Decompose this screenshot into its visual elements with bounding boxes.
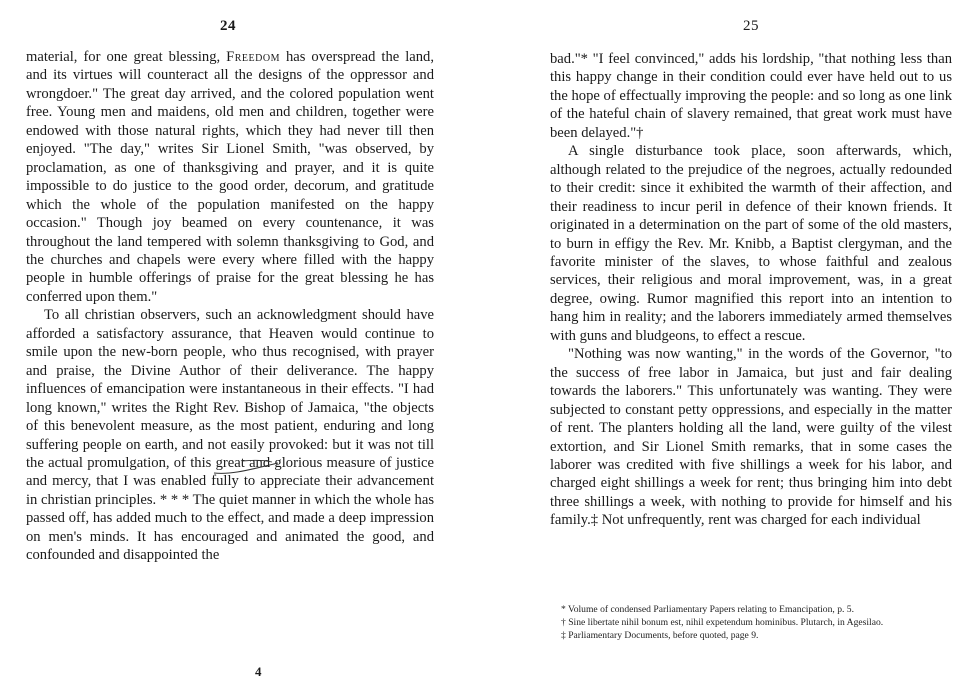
paragraph (550, 50, 952, 142)
small-caps-text: Freedom (226, 49, 280, 65)
text-run: "Nothing was now wanting," in the words of the Governor, "to the success of free labor in Jamaica, but just and fair dealing towards the laborers." This unfortunately was wanting. They were subjected to constant petty oppressions, and especially in the matter of rent. The planters holding all the land, were guilty of the vilest extortion, and Sir Lionel Smith remarks, that in some cases the laborer was credited with five shillings a week for his labor, and charged eight shillings a week for rent; thus bringing him into debt three shillings a week, with nothing to provide for himself and his family.‡ Not unfrequently, rent was charged for each individual (550, 346, 952, 529)
footnotes (555, 603, 953, 642)
paragraph (550, 345, 952, 530)
paragraph (26, 48, 434, 306)
text-run: has overspread the land, and its virtues will counteract all the designs of the oppressor and wrongdoer." The great day arrived, and the colored population went free. Young men and maidens, old men and children, together were endowed with those natural rights, which they had never till then enjoyed. "The day," writes Sir Lionel Smith, "was observed, by proclamation, as one of thanksgiving and prayer, and it is quite impossible to do justice to the good order, decorum, and gratitude which the whole of the population manifested on the happy occasion." Though joy beamed on every countenance, it was throughout the land tempered with solemn thanksgiving to God, and the churches and chapels were every where filled with the happy people in humble offerings of praise for the great blessing he has conferred upon them." (26, 49, 435, 305)
page-number-right: 25 (743, 18, 759, 34)
left-page-body (26, 48, 434, 565)
signature-mark: 4 (255, 664, 262, 679)
paragraph (550, 142, 952, 345)
text-run: bad."* "I feel convinced," adds his lordship, "that nothing less than this happy change in their condition could ever have held out to us the hope of effectually improving the people: and so long as one link of the hateful chain of slavery remained, that great work must have been delayed."† (550, 51, 952, 141)
paragraph (26, 306, 434, 564)
footnote-3: ‡ Parliamentary Documents, before quoted, page 9. (561, 630, 759, 641)
footnote-2: † Sine libertate nihil bonum est, nihil expetendum hominibus. Plutarch, in Agesilao. (561, 617, 884, 628)
text-run: material, for one great blessing, (26, 49, 227, 65)
right-page-body (550, 50, 952, 530)
footnote-1: * Volume of condensed Parliamentary Papers relating to Emancipation, p. 5. (561, 604, 854, 615)
pencil-strike-mark (212, 459, 282, 479)
text-run: To all christian observers, such an acknowledgment should have afforded a satisfactory assurance, that Heaven would continue to smile upon the new-born people, who thus recognised, with prayer and praise, the Divine Author of their deliverance. The happy influences of emancipation were instantaneous in their effects. "I had long known," writes the Right Rev. Bishop of Jamaica, "the objects of this benevolent measure, as the most patient, enduring and long suffering people on earth, and not easily provoked: but it was not till the actual promulgation, of this great and glorious measure of justice and mercy, that I was enabled fully to appreciate their advancement in christian principles. * * * The quiet manner in which the whole has passed off, has added much to the effect, and made a deep impression on men's minds. It has encouraged and animated the good, and confounded and disappointed the (26, 307, 434, 564)
text-run: A single disturbance took place, soon afterwards, which, although related to the prejudice of the negroes, actually redounded to their credit: since it exhibited the warmth of their affection, and their readiness to incur peril in defence of their known friends. It originated in a determination on the part of some of the old masters, to burn in effigy the Rev. Mr. Knibb, a Baptist clergyman, and the favorite minister of the slaves, to whose faithful and zealous services, their religious and moral improvement, was, in a great degree, owing. Rumor magnified this report into an intention to hang him in reality; and the laborers immediately armed themselves with guns and bludgeons, to effect a rescue. (550, 143, 952, 344)
page-number-left: 24 (220, 18, 236, 34)
